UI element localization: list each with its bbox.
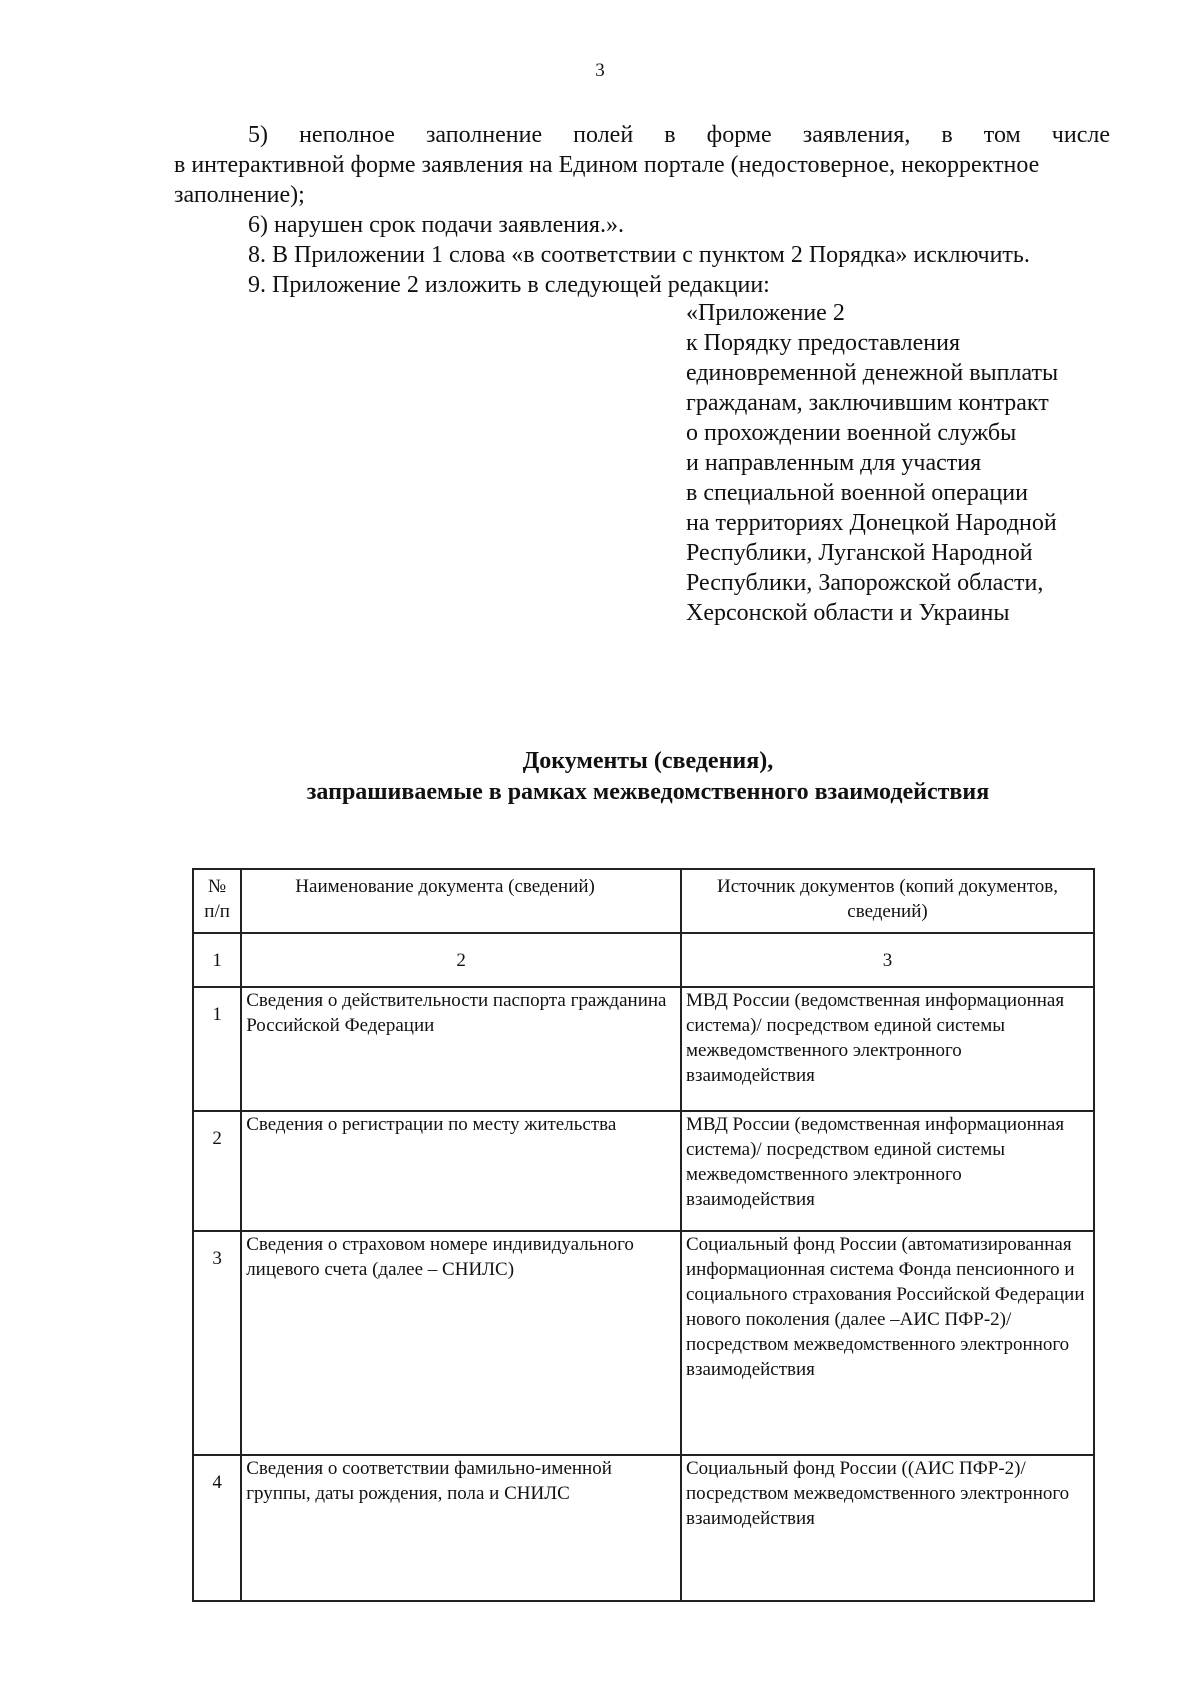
header-num: № п/п [193,869,241,933]
row-number: 2 [193,1111,241,1231]
row-document-source: МВД России (ведомственная информационная система)/ посредством единой системы межведомственного электронного взаимодействия [681,987,1094,1111]
column-index-row [193,933,1094,987]
row-number: 3 [193,1231,241,1455]
row-document-name: Сведения о соответствии фамильно-именной группы, даты рождения, пола и СНИЛС [241,1455,681,1601]
page-number: 3 [595,60,605,81]
table-row [193,1111,1094,1231]
column-index: 1 [193,933,241,987]
appendix-line: о прохождении военной службы [686,420,1017,446]
row-document-source: МВД России (ведомственная информационная система)/ посредством единой системы межведомственного электронного взаимодействия [681,1111,1094,1231]
table-row [193,1231,1094,1455]
table-row [193,1455,1094,1601]
appendix-line: Республики, Луганской Народной [686,540,1033,566]
appendix-line: на территориях Донецкой Народной [686,510,1057,536]
table-header-row [193,869,1094,933]
documents-table [192,868,1095,1602]
paragraph-item-9: 9. Приложение 2 изложить в следующей редакции: [248,272,770,298]
appendix-line: Херсонской области и Украины [686,600,1010,626]
paragraph-item-6: 6) нарушен срок подачи заявления.». [248,212,624,238]
item5-line-3: заполнение); [174,182,305,208]
row-document-name: Сведения о страховом номере индивидуального лицевого счета (далее – СНИЛС) [241,1231,681,1455]
row-number: 4 [193,1455,241,1601]
appendix-line: Республики, Запорожской области, [686,570,1044,596]
row-document-source: Социальный фонд России ((АИС ПФР-2)/ посредством межведомственного электронного взаимодействия [681,1455,1094,1601]
row-document-name: Сведения о регистрации по месту жительства [241,1111,681,1231]
column-index: 2 [241,933,681,987]
item5-line-2: в интерактивной форме заявления на Едином портале (недостоверное, некорректное [174,152,1040,178]
column-index: 3 [681,933,1094,987]
row-number: 1 [193,987,241,1111]
header-name: Наименование документа (сведений) [241,869,681,933]
row-document-source: Социальный фонд России (автоматизированная информационная система Фонда пенсионного и социального страхования Российской Федерации нового поколения (далее –АИС ПФР-2)/ посредством межведомственного электронного взаимодействия [681,1231,1094,1455]
appendix-caption [686,298,1058,628]
appendix-line: «Приложение 2 [686,300,845,326]
table-row [193,987,1094,1111]
appendix-line: гражданам, заключившим контракт [686,390,1049,416]
appendix-line: единовременной денежной выплаты [686,360,1059,386]
paragraph-item-8: 8. В Приложении 1 слова «в соответствии с пунктом 2 Порядка» исключить. [248,242,1030,268]
appendix-line: в специальной военной операции [686,480,1028,506]
heading-line-2: запрашиваемые в рамках межведомственного взаимодействия [306,779,990,805]
table-heading [0,746,1200,808]
paragraph-item-5 [174,120,1110,210]
item5-line-1: 5) неполное заполнение полей в форме заявления, в том числе [248,122,1110,148]
header-source: Источник документов (копий документов, сведений) [681,869,1094,933]
heading-line-1: Документы (сведения), [522,748,774,774]
row-document-name: Сведения о действительности паспорта гражданина Российской Федерации [241,987,681,1111]
appendix-line: к Порядку предоставления [686,330,961,356]
appendix-line: и направленным для участия [686,450,982,476]
